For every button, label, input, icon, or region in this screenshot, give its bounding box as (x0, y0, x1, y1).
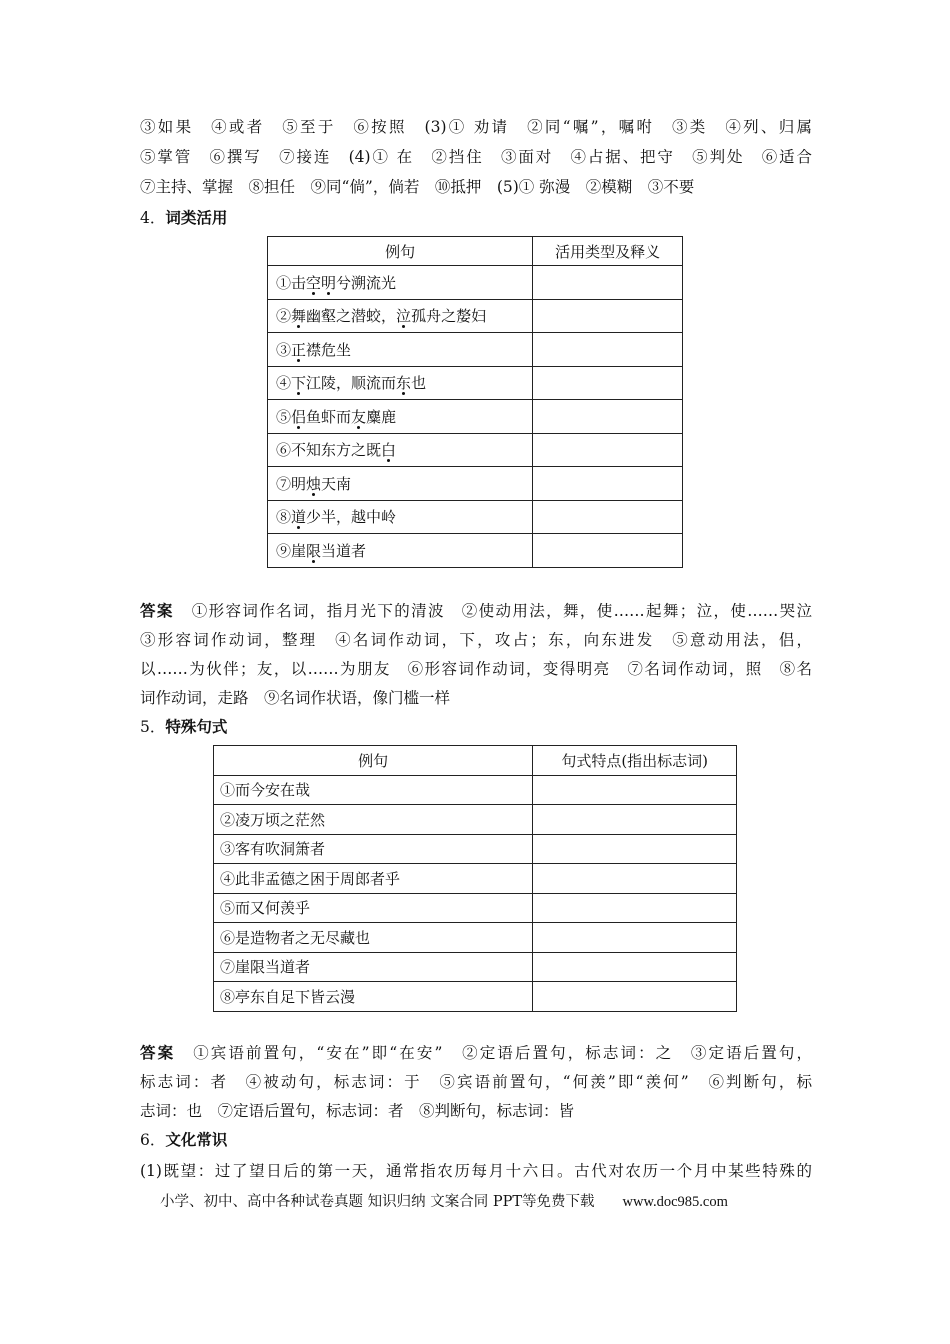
answer-blank-cell (533, 775, 737, 805)
section-5-heading (140, 716, 227, 738)
table-row (268, 333, 683, 367)
footer-url[interactable]: www.doc985.com (622, 1194, 728, 1210)
table-row (268, 266, 683, 300)
answer-blank-cell (533, 500, 683, 534)
table-row (268, 433, 683, 467)
answer-4-line-4: 词作动词，走路 ⑨名词作状语，像门槛一样 (140, 689, 451, 707)
example-sentence-cell: ⑥不知东方之既白 (268, 433, 533, 467)
example-sentence-cell: ④下江陵，顺流而东也 (268, 366, 533, 400)
section-4-heading (140, 207, 227, 229)
answer-blank-cell (533, 923, 737, 953)
answer-blank-cell (533, 299, 683, 333)
table-header-row (268, 237, 683, 266)
table-row (268, 467, 683, 501)
table-row (214, 775, 737, 805)
answer-continuation-line-3: ⑦主持、掌握 ⑧担任 ⑨同“倘”，倘若 ⑩抵押 (5)① 弥漫 ②模糊 ③不要 (140, 178, 695, 196)
example-sentence-cell: ④此非孟德之困于周郎者乎 (214, 864, 533, 894)
answer-label: 答案 (140, 1043, 176, 1062)
example-sentence-cell: ②凌万顷之茫然 (214, 805, 533, 835)
table-row (214, 982, 737, 1012)
example-sentence-cell: ③客有吹洞箫者 (214, 834, 533, 864)
answer-label: 答案 (140, 601, 174, 620)
answer-4-line-1: 答案 ①形容词作名词，指月光下的清波 ②使动用法，舞，使……起舞；泣，使……哭泣 (140, 601, 812, 620)
answer-blank-cell (533, 864, 737, 894)
table-row (214, 864, 737, 894)
answer-blank-cell (533, 266, 683, 300)
column-header-example: 例句 (268, 237, 533, 266)
table-row (268, 299, 683, 333)
answer-blank-cell (533, 333, 683, 367)
answer-blank-cell (533, 467, 683, 501)
answer-5-line-3: 志词：也 ⑦定语后置句，标志词：者 ⑧判断句，标志词：皆 (140, 1102, 575, 1120)
answer-blank-cell (533, 952, 737, 982)
example-sentence-cell: ②舞幽壑之潜蛟，泣孤舟之嫠妇 (268, 299, 533, 333)
page-footer (160, 1192, 800, 1212)
section-5-title: 特殊句式 (165, 717, 228, 736)
answer-continuation-line-1: ③如果 ④或者 ⑤至于 ⑥按照 (3)① 劝请 ②同“嘱”，嘱咐 ③类 ④列、归属 (140, 118, 812, 136)
answer-blank-cell (533, 433, 683, 467)
section-4-title: 词类活用 (165, 208, 228, 227)
example-sentence-cell: ⑧道少半，越中岭 (268, 500, 533, 534)
answer-blank-cell (533, 400, 683, 434)
table-row (214, 834, 737, 864)
word-usage-table (267, 236, 683, 568)
example-sentence-cell: ⑥是造物者之无尽藏也 (214, 923, 533, 953)
column-header-usage-type: 活用类型及释义 (533, 237, 683, 266)
table-row (268, 534, 683, 568)
table-row (268, 500, 683, 534)
section-6-title: 文化常识 (165, 1130, 228, 1149)
answer-5-line-1: 答案 ①宾语前置句，“安在”即“在安” ②定语后置句，标志词：之 ③定语后置句， (140, 1043, 812, 1062)
table-header-row (214, 746, 737, 776)
answer-blank-cell (533, 834, 737, 864)
answer-4-line-2: ③形容词作动词，整理 ④名词作动词，下，攻占；东，向东进发 ⑤意动用法，侣， (140, 631, 812, 649)
table-row (268, 366, 683, 400)
answer-blank-cell (533, 805, 737, 835)
example-sentence-cell: ③正襟危坐 (268, 333, 533, 367)
column-header-example: 例句 (214, 746, 533, 776)
example-sentence-cell: ⑧亭东自足下皆云漫 (214, 982, 533, 1012)
section-6-number: 6． (140, 1131, 166, 1149)
section-6-heading (140, 1129, 227, 1151)
culture-item-1: (1)既望：过了望日后的第一天，通常指农历每月十六日。古代对农历一个月中某些特殊的 (140, 1162, 812, 1180)
footer-text: 小学、初中、高中各种试卷真题 知识归纳 文案合同 PPT等免费下载 (160, 1194, 595, 1210)
example-sentence-cell: ①击空明兮溯流光 (268, 266, 533, 300)
answer-blank-cell (533, 982, 737, 1012)
answer-continuation-line-2: ⑤掌管 ⑥撰写 ⑦接连 (4)① 在 ②挡住 ③面对 ④占据、把守 ⑤判处 ⑥适合 (140, 148, 812, 166)
example-sentence-cell: ①而今安在哉 (214, 775, 533, 805)
table-row (214, 923, 737, 953)
example-sentence-cell: ⑨崖限当道者 (268, 534, 533, 568)
example-sentence-cell: ⑦明烛天南 (268, 467, 533, 501)
table-row (268, 400, 683, 434)
column-header-pattern: 句式特点(指出标志词) (533, 746, 737, 776)
sentence-pattern-table (213, 745, 737, 1012)
answer-5-line-2: 标志词：者 ④被动句，标志词：于 ⑤宾语前置句，“何羡”即“羡何” ⑥判断句，标 (140, 1073, 812, 1091)
section-4-number: 4． (140, 209, 166, 227)
example-sentence-cell: ⑦崖限当道者 (214, 952, 533, 982)
answer-blank-cell (533, 534, 683, 568)
answer-blank-cell (533, 893, 737, 923)
answer-4-line-3: 以……为伙伴；友，以……为朋友 ⑥形容词作动词，变得明亮 ⑦名词作动词，照 ⑧名 (140, 660, 812, 678)
section-5-number: 5． (140, 718, 166, 736)
example-sentence-cell: ⑤侣鱼虾而友麋鹿 (268, 400, 533, 434)
example-sentence-cell: ⑤而又何羡乎 (214, 893, 533, 923)
table-row (214, 893, 737, 923)
table-row (214, 805, 737, 835)
answer-blank-cell (533, 366, 683, 400)
table-row (214, 952, 737, 982)
